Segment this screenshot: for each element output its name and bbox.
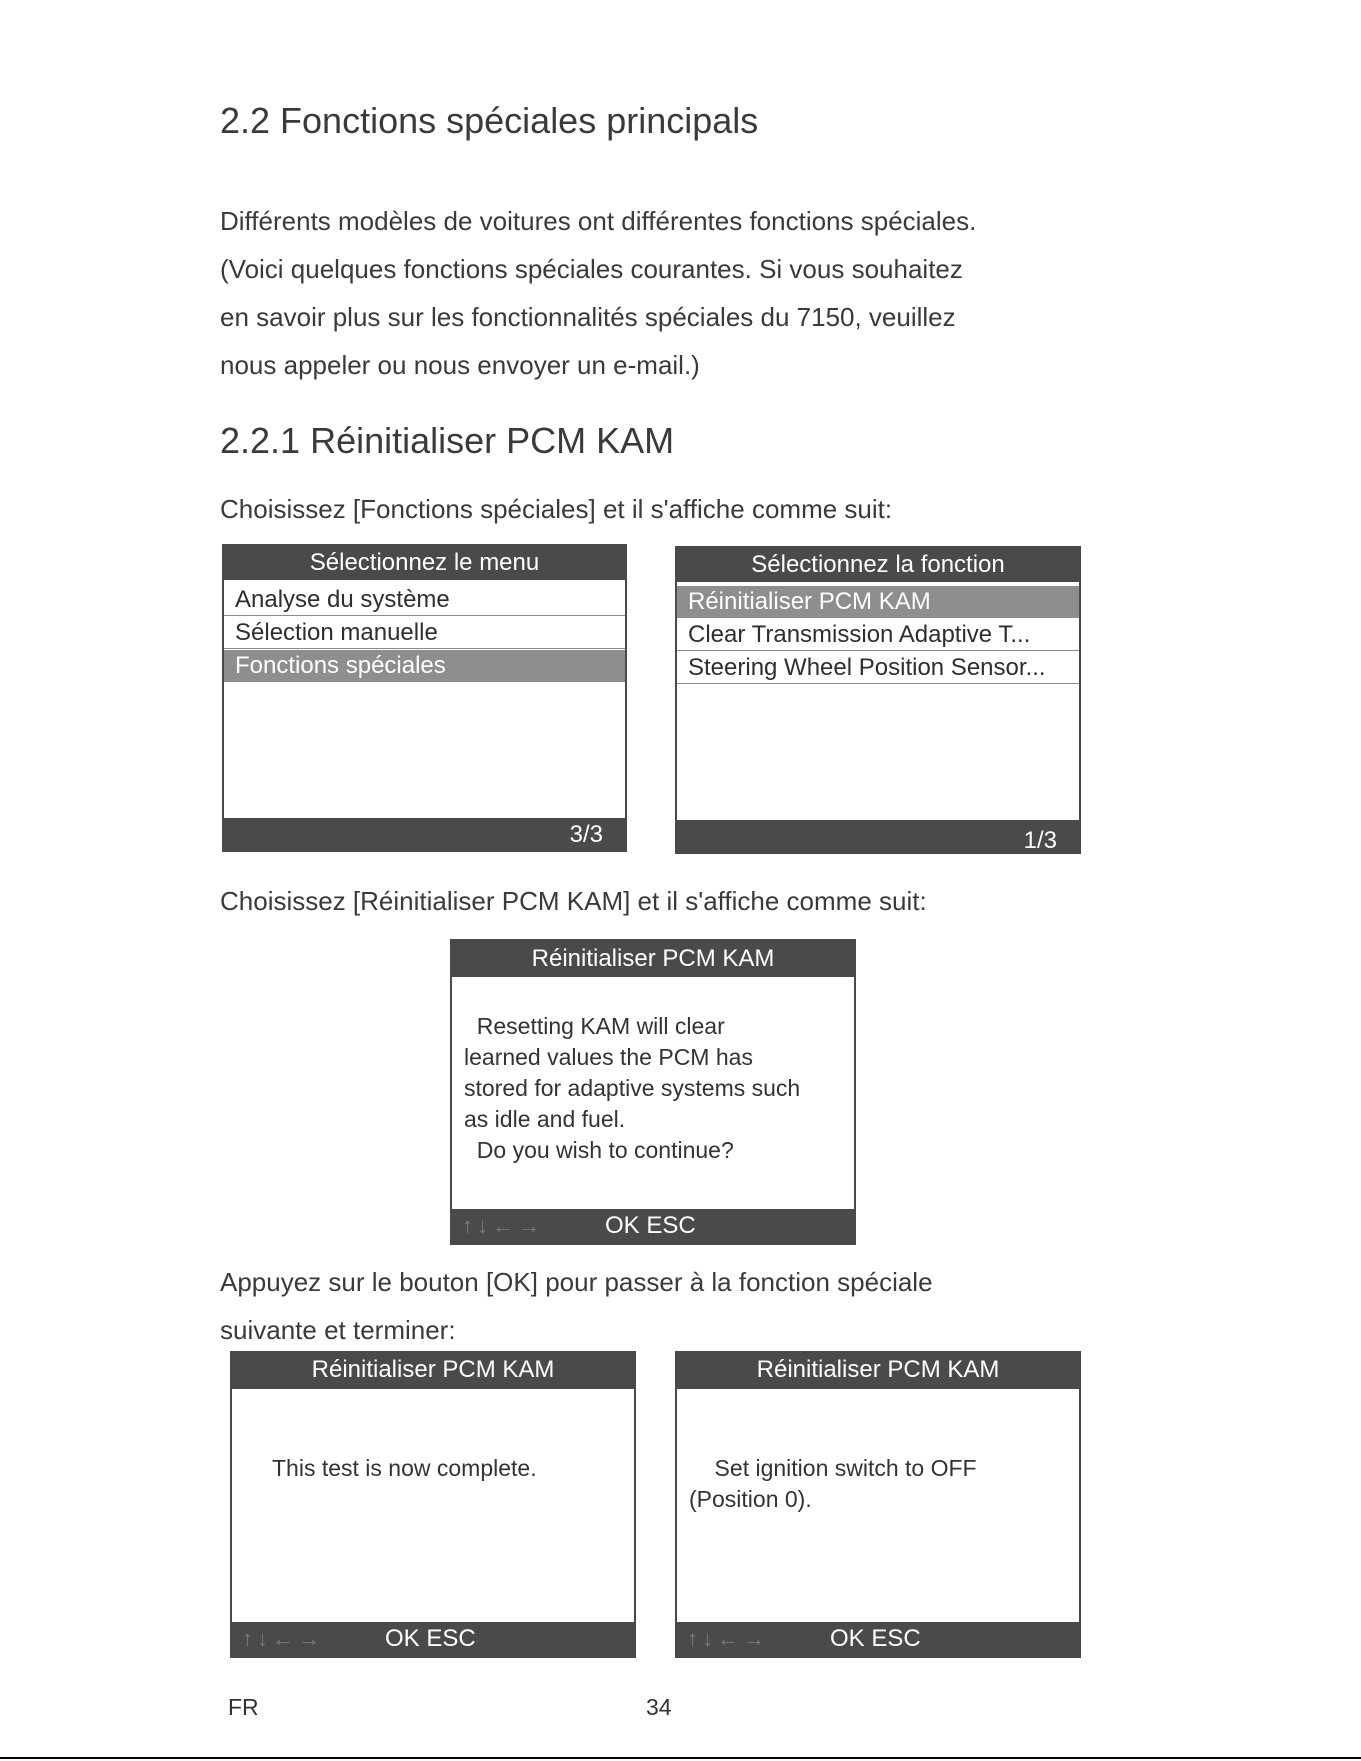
bottom-rule xyxy=(0,1757,1361,1759)
ignition-screen xyxy=(675,1351,1081,1658)
intro-line: Différents modèles de voitures ont différentes fonctions spéciales. xyxy=(220,206,977,236)
step1-text: Choisissez [Fonctions spéciales] et il s'affiche comme suit: xyxy=(220,494,893,524)
step3-line: Appuyez sur le bouton [OK] pour passer à la fonction spéciale xyxy=(220,1267,933,1297)
arrow-keys-icon: ↑↓←→ xyxy=(687,1626,769,1651)
menu-screen-title: Sélectionnez le menu xyxy=(224,546,625,580)
arrow-keys-icon: ↑↓←→ xyxy=(242,1626,324,1651)
ignition-screen-footer xyxy=(677,1622,1079,1656)
arrow-keys-icon: ↑↓←→ xyxy=(462,1213,544,1238)
complete-screen xyxy=(230,1351,636,1658)
menu-screen-footer xyxy=(224,818,625,850)
ok-esc-keys[interactable]: OK ESC xyxy=(830,1625,921,1652)
function-screen-title: Sélectionnez la fonction xyxy=(677,548,1079,582)
menu-item-fonctions-speciales[interactable]: Fonctions spéciales xyxy=(224,650,625,682)
function-screen-footer xyxy=(677,820,1079,852)
step3-text xyxy=(220,1258,933,1354)
section-heading: 2.2 Fonctions spéciales principals xyxy=(220,100,759,141)
function-page-indicator: 1/3 xyxy=(1023,827,1057,854)
ok-esc-keys[interactable]: OK ESC xyxy=(385,1625,476,1652)
intro-paragraph xyxy=(220,197,976,389)
intro-line: (Voici quelques fonctions spéciales courantes. Si vous souhaitez xyxy=(220,254,963,284)
menu-screen xyxy=(222,544,627,852)
subsection-heading: 2.2.1 Réinitialiser PCM KAM xyxy=(220,420,675,461)
complete-screen-title: Réinitialiser PCM KAM xyxy=(232,1353,634,1389)
function-item-reset-pcm-kam[interactable]: Réinitialiser PCM KAM xyxy=(677,586,1079,618)
confirm-screen-title: Réinitialiser PCM KAM xyxy=(452,941,854,977)
function-screen xyxy=(675,546,1081,854)
ok-esc-keys[interactable]: OK ESC xyxy=(605,1212,696,1239)
complete-screen-footer xyxy=(232,1622,634,1656)
intro-line: nous appeler ou nous envoyer un e-mail.) xyxy=(220,350,700,380)
ignition-screen-title: Réinitialiser PCM KAM xyxy=(677,1353,1079,1389)
complete-screen-message: This test is now complete. xyxy=(272,1455,537,1481)
confirm-screen-footer xyxy=(452,1209,854,1243)
confirm-screen xyxy=(450,939,856,1245)
footer-language: FR xyxy=(228,1694,259,1720)
function-item-clear-transmission[interactable]: Clear Transmission Adaptive T... xyxy=(677,619,1079,651)
menu-item-selection-manuelle[interactable]: Sélection manuelle xyxy=(224,617,625,649)
ignition-screen-message: Set ignition switch to OFF (Position 0). xyxy=(689,1455,977,1512)
intro-line: en savoir plus sur les fonctionnalités spéciales du 7150, veuillez xyxy=(220,302,956,332)
confirm-screen-message: Resetting KAM will clear learned values the PCM has stored for adaptive systems such as idle and fuel. Do you wish to continue? xyxy=(464,1013,801,1163)
function-item-steering-wheel[interactable]: Steering Wheel Position Sensor... xyxy=(677,652,1079,684)
menu-item-analyse[interactable]: Analyse du système xyxy=(224,584,625,616)
step2-text: Choisissez [Réinitialiser PCM KAM] et il s'affiche comme suit: xyxy=(220,886,927,916)
menu-page-indicator: 3/3 xyxy=(569,821,603,848)
footer-page-number: 34 xyxy=(646,1694,672,1720)
step3-line: suivante et terminer: xyxy=(220,1315,456,1345)
